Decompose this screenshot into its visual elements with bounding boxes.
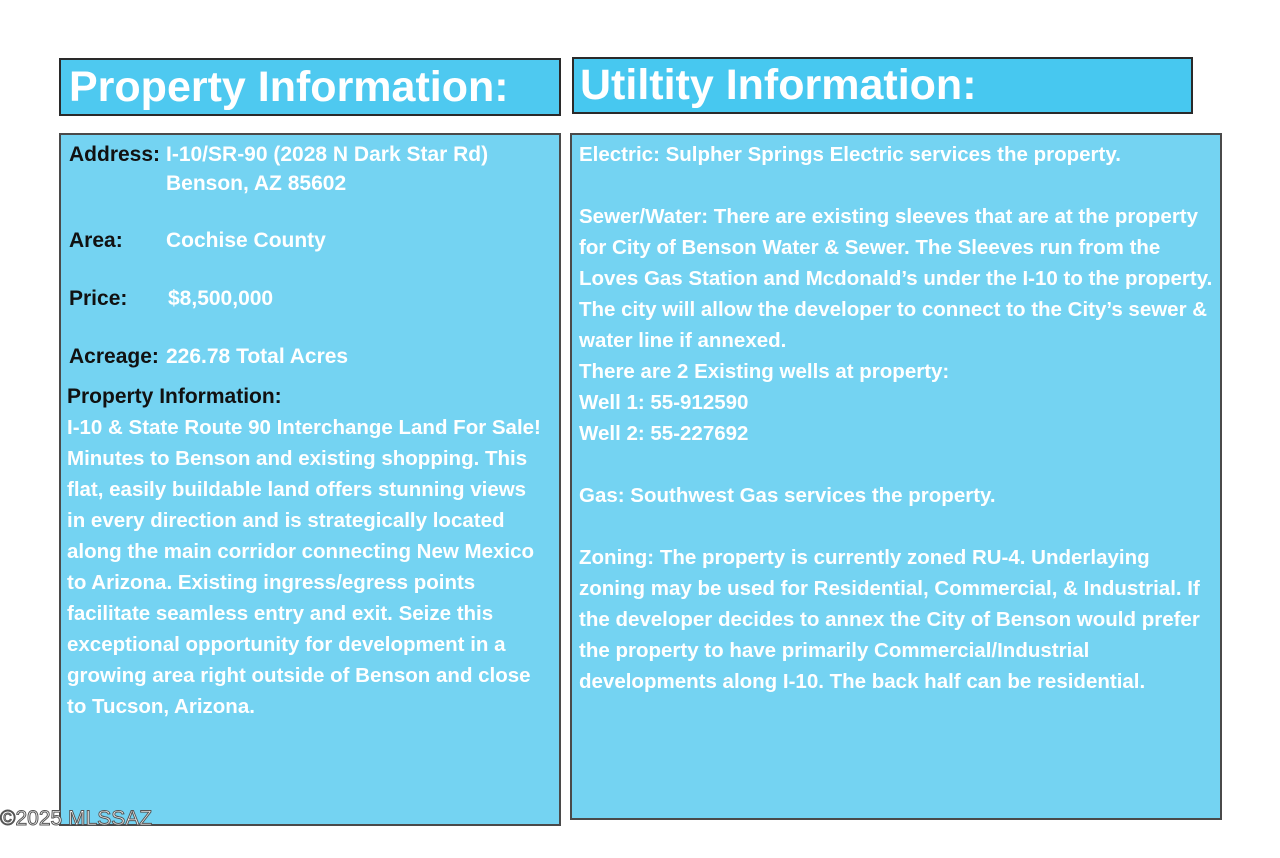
copyright-watermark: ©2025 MLSSAZ [0, 807, 153, 830]
gas-info: Gas: Southwest Gas services the property. [579, 484, 996, 507]
sewer-water-info: Sewer/Water: There are existing sleeves that are at the property for City of Benson Water & Sewer. The Sleeves run from the Loves Gas Station and Mcdonald’s under the I-10 to the property. The city will allow the developer to connect to the City’s sewer & water line if annexed. [579, 205, 1213, 352]
property-information-title: Property Information: [69, 62, 509, 111]
utility-information-title: Utiltity Information: [580, 61, 977, 109]
utility-information-header [572, 57, 1193, 114]
price-value: $8,500,000 [168, 287, 274, 310]
wells-intro: There are 2 Existing wells at property: [579, 360, 950, 383]
acreage-label: Acreage: [69, 345, 159, 368]
address-label: Address: [69, 143, 161, 166]
property-description: I-10 & State Route 90 Interchange Land For Sale! Minutes to Benson and existing shopping. This flat, easily buildable land offers stunning views in every direction and is strategically located along the main corridor connecting New Mexico to Arizona. Existing ingress/egress points facilitate seamless entry and exit. Seize this exceptional opportunity for development in a growing area right outside of Benson and close to Tucson, Arizona. [67, 416, 541, 718]
spacer [579, 449, 1219, 480]
zoning-info: Zoning: The property is currently zoned RU-4. Underlaying zoning may be used for Residential, Commercial, & Industrial. If the developer decides to annex the City of Benson would prefer the property to have primarily Commercial/Industrial developments along I-10. The back half can be residential. [579, 546, 1200, 693]
utility-text-block [579, 139, 1219, 697]
address-line-1: I-10/SR-90 (2028 N Dark Star Rd) [166, 143, 489, 166]
area-value: Cochise County [166, 229, 326, 252]
spacer [579, 170, 1219, 201]
area-label: Area: [69, 229, 123, 252]
utility-details-panel [570, 133, 1222, 820]
well-1: Well 1: 55-912590 [579, 391, 749, 414]
acreage-value: 226.78 Total Acres [166, 345, 349, 368]
property-info-heading: Property Information: [67, 385, 282, 408]
property-details-panel [59, 133, 561, 826]
electric-info: Electric: Sulpher Springs Electric services the property. [579, 143, 1121, 166]
price-label: Price: [69, 287, 128, 310]
spacer [579, 511, 1219, 542]
well-2: Well 2: 55-227692 [579, 422, 749, 445]
address-line-2: Benson, AZ 85602 [166, 172, 347, 195]
property-information-header [59, 58, 561, 116]
